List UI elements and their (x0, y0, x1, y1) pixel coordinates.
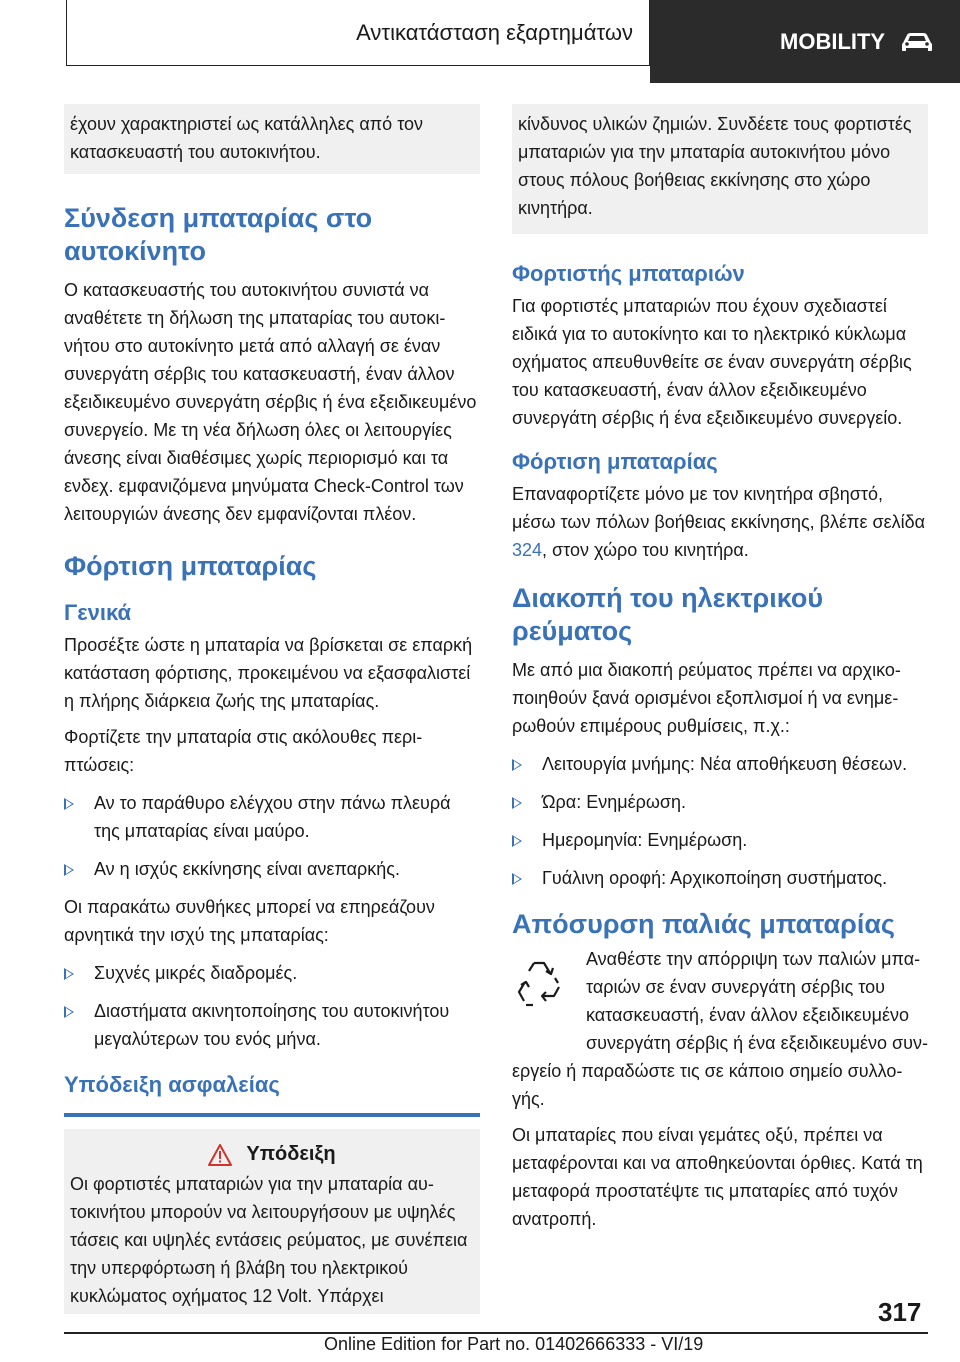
notice-text: Οι φορτιστές μπαταριών για την μπαταρία αυτοκινήτου μπορούν να λειτουργήσουν με υψηλές τάσεις και υψηλές εντάσεις ρεύματος, με συνέπεια την υπερφόρτωση ή βλάβη του ηλεκτρικού κυκλώματος οχήματος 12 Volt. Υπάρχει (70, 1174, 468, 1306)
chargers-heading: Φορτιστής μπαταριών (512, 261, 745, 286)
bullet-triangle-icon (512, 835, 522, 847)
chargers-text: Για φορτιστές μπαταριών που έχουν σχεδιαστεί ειδικά για το αυτοκίνητο και το ηλεκτρικό κύκλωμα οχήματος απευθυνθείτε σε έναν συνεργάτη σέρβις του κατασκευαστή, έναν άλλον εξειδικευμένο συνεργάτη σέρβις ή ένα εξειδικευμένο συνεργείο. (512, 296, 912, 428)
notice-continued-box (512, 104, 928, 234)
list-item: Συχνές μικρές διαδρομές. (64, 959, 480, 987)
recycle-icon (512, 957, 576, 1033)
notice-header (70, 1143, 474, 1166)
list-item: Αν το παράθυρο ελέγχου στην πάνω πλευρά της μπαταρίας είναι μαύρο. (64, 789, 480, 845)
bullet-triangle-icon (512, 759, 522, 771)
warning-triangle-icon (208, 1144, 232, 1166)
section-title: Αντικατάσταση εξαρτημάτων (66, 0, 650, 66)
left-column (64, 104, 480, 1314)
page-header (0, 0, 960, 83)
section-divider (64, 1113, 480, 1117)
outage-text: Με από μια διακοπή ρεύματος πρέπει να αρχικοποιηθούν ξανά ορισμένοι εξοπλισμοί ή να ενημερωθούν επιμέρους ρυθμίσεις, π.χ.: (512, 660, 901, 736)
notice-continued-text: κίνδυνος υλικών ζημιών. Συνδέετε τους φορτιστές μπαταριών για την μπαταρία αυτοκινήτου μόνο στους πόλους βοήθειας εκκίνησης στο χώρο κινητήρα. (518, 114, 912, 218)
car-icon (899, 31, 935, 53)
intro-note-text: έχουν χαρακτηριστεί ως κατάλληλες από τον κατασκευαστή του αυτοκινήτου. (70, 114, 424, 162)
page-reference-link[interactable]: 324 (512, 540, 543, 560)
bullet-triangle-icon (512, 873, 522, 885)
bullet-triangle-icon (64, 968, 74, 980)
chapter-tab[interactable] (650, 0, 960, 83)
list-item: Γυάλινη οροφή: Αρχικοποίηση συστήματος. (512, 864, 928, 892)
chapter-label: MOBILITY (780, 28, 886, 54)
connect-heading: Σύνδεση μπαταρίας στο αυτοκίνητο (64, 203, 373, 266)
bullet-triangle-icon (64, 798, 74, 810)
intro-note-box (64, 104, 480, 174)
conditions-list (64, 959, 480, 1053)
charging-heading: Φόρτιση μπαταρίας (64, 551, 317, 581)
conditions-intro: Οι παρακάτω συνθήκες μπορεί να επηρεάζουν αρνητικά την ισχύ της μπαταρίας: (64, 897, 435, 945)
acid-battery-text: Οι μπαταρίες που είναι γεμάτες οξύ, πρέπει να μεταφέρονται και να αποθηκεύονται όρθιες. Κατά τη μεταφορά προστατέψτε τις μπαταρίες από τυχόν ανατροπή. (512, 1125, 923, 1229)
page-number: 317 (878, 1297, 922, 1327)
right-column (512, 104, 928, 1233)
bullet-triangle-icon (64, 1006, 74, 1018)
charge-cases-list (64, 789, 480, 883)
safety-heading: Υπόδειξη ασφαλείας (64, 1072, 280, 1097)
edition-info: Online Edition for Part no. 01402666333 - VI/19 (324, 1334, 704, 1354)
list-item: Ημερομηνία: Ενημέρωση. (512, 826, 928, 854)
list-item: Αν η ισχύς εκκίνησης είναι ανεπαρκής. (64, 855, 480, 883)
disposal-text-lead: Αναθέστε την απόρριψη των παλιών μπαταριών σε έναν συνεργάτη σέρβις του κατασκευαστή, έναν άλλον εξειδικευμένο συνεργάτη σέρβις ή ένα εξειδικευμένο συνεργείο ή παραδώστε τις σε κάποιο σημείο συλλογής. (512, 949, 928, 1109)
disposal-heading: Απόσυρση παλιάς μπαταρίας (512, 909, 895, 939)
outage-heading: Διακοπή του ηλεκτρικού ρεύματος (512, 583, 824, 646)
connect-text: Ο κατασκευαστής του αυτοκινήτου συνιστά να αναθέτετε τη δήλωση της μπαταρίας του αυτοκινήτου στο αυτοκίνητο μετά από αλλαγή σε έναν συνεργάτη σέρβις του κατασκευαστή, έναν άλλον εξειδικευμένο συνεργάτη σέρβις ή ένα εξειδικευμένο συνεργείο. Με τη νέα δήλωση όλες οι λειτουργίες άνεσης είναι διαθέσιμες χωρίς περιορισμό και τα ενδεχ. εμφανιζόμενα μηνύματα Check-Control των λειτουργιών άνεσης δεν εμφανίζονται πλέον. (64, 280, 477, 524)
general-text: Προσέξτε ώστε η μπαταρία να βρίσκεται σε επαρκή κατάσταση φόρτισης, προκειμένου να εξασφαλιστεί η πλήρης διάρκεια ζωής της μπαταρίας. (64, 635, 473, 711)
charging-procedure-heading: Φόρτιση μπαταρίας (512, 449, 718, 474)
list-item: Ώρα: Ενημέρωση. (512, 788, 928, 816)
charge-cases-intro: Φορτίζετε την μπαταρία στις ακόλουθες περιπτώσεις: (64, 727, 423, 775)
bullet-triangle-icon (512, 797, 522, 809)
disposal-block (512, 945, 928, 1113)
general-heading: Γενικά (64, 600, 132, 625)
list-item: Λειτουργία μνήμης: Νέα αποθήκευση θέσεων. (512, 750, 928, 778)
notice-title: Υπόδειξη (246, 1143, 336, 1165)
list-item: Διαστήματα ακινητοποίησης του αυτοκινήτου μεγαλύτερων του ενός μήνα. (64, 997, 480, 1053)
notice-box (64, 1129, 480, 1314)
bullet-triangle-icon (64, 864, 74, 876)
outage-list (512, 750, 928, 892)
charging-procedure-text: Επαναφορτίζετε μόνο με τον κινητήρα σβηστό, μέσω των πόλων βοήθειας εκκίνησης, βλέπε σελίδα 324, στον χώρο του κινητήρα. (512, 484, 926, 560)
